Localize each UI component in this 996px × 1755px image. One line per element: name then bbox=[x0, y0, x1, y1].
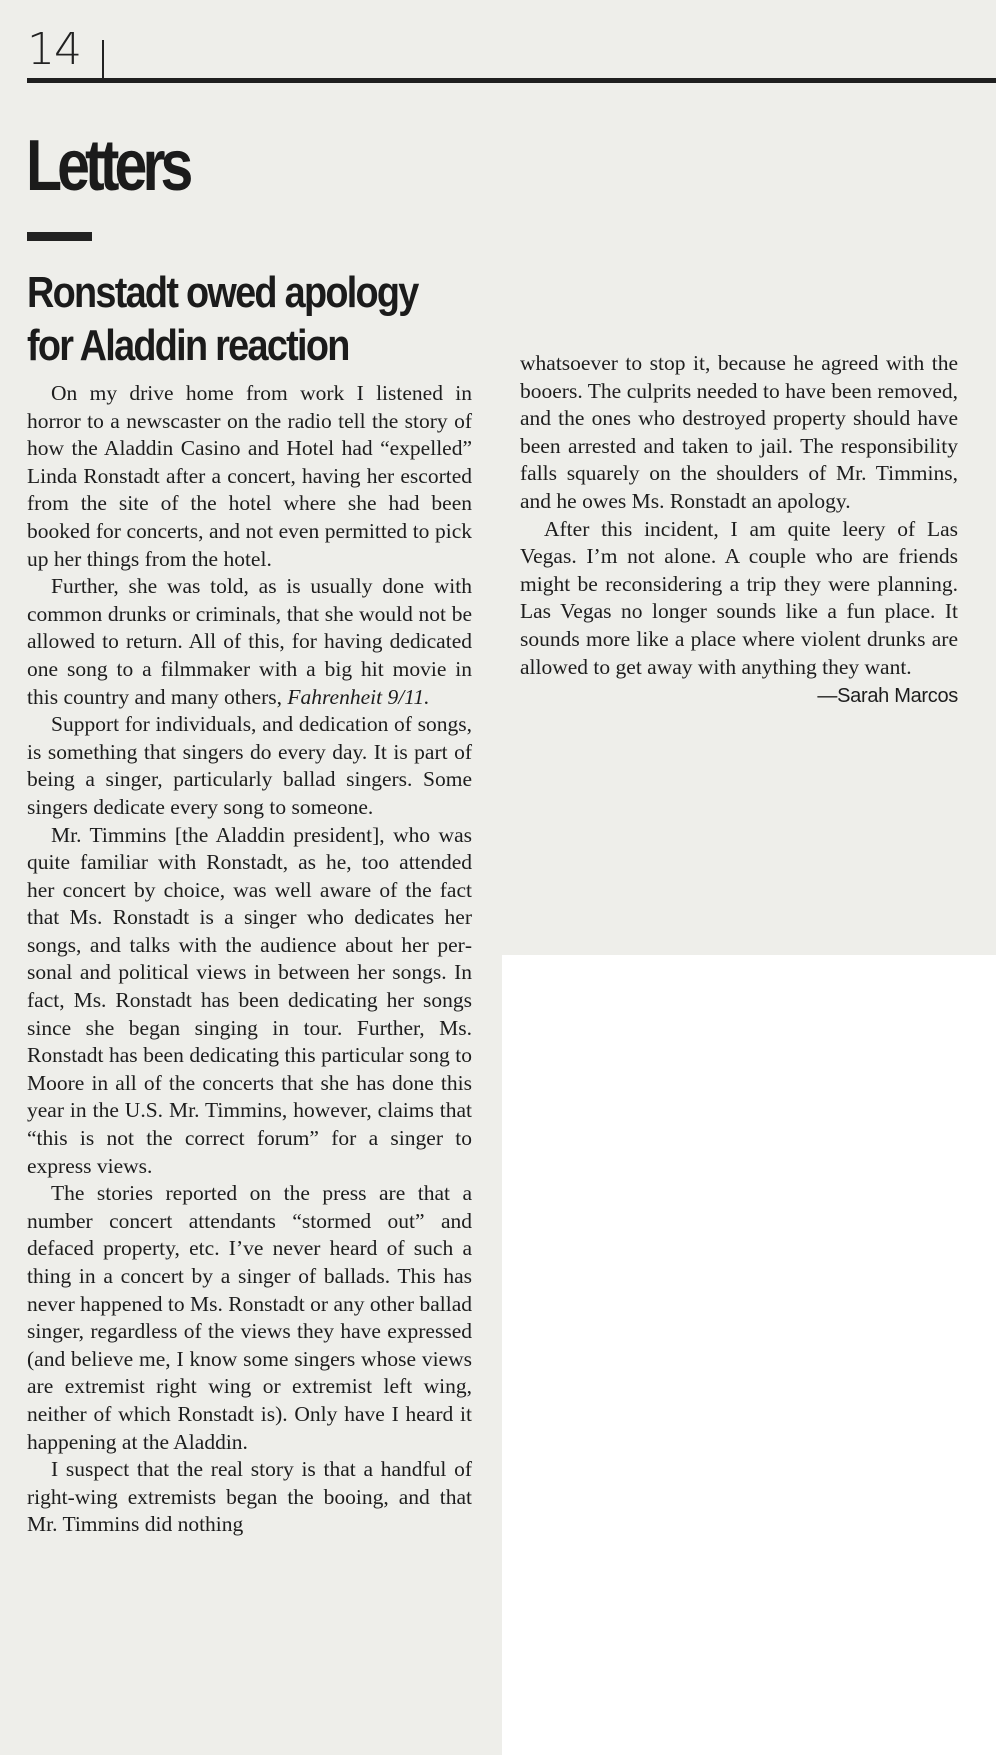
column-right bbox=[520, 350, 958, 711]
paragraph-final: After this incident, I am quite leery of Las Vegas. I’m not alone. A couple who are friends might be reconsidering a trip they were planning. Las Vegas no longer sounds like a fun place. It sounds more like a place where violent drunks are allowed to get away with anything they want. bbox=[520, 516, 958, 679]
paragraph-6: I suspect that the real story is that a handful of right-wing extremists began the booing, and that Mr. Timmins did nothing bbox=[27, 1457, 472, 1537]
paragraph-continuation: whatsoever to stop it, because he agreed with the booers. The culprits needed to have been removed, and the ones who destroyed property should have been arrested and taken to jail. The responsibility falls squarely on the shoulders of Mr. Timmins, and he owes Ms. Ronstadt an apology. bbox=[520, 351, 958, 513]
section-title: Letters bbox=[26, 126, 189, 206]
paragraph-2-text: Further, she was told, as is usually done with common drunks or criminals, that she would not be allowed to return. All of this, for having dedicated one song to a filmmaker with a big hit movie in this country and many others, bbox=[27, 574, 472, 709]
page-number: 14 bbox=[27, 24, 81, 75]
headline bbox=[27, 266, 497, 372]
paragraph-2 bbox=[27, 573, 472, 711]
headline-line-1: Ronstadt owed apology bbox=[27, 268, 418, 317]
column-left bbox=[27, 380, 472, 1539]
header-rule bbox=[27, 78, 996, 83]
paragraph-4: Mr. Timmins [the Aladdin president], who was quite familiar with Ronstadt, as he, too attended her concert by choice, was well aware of the fact that Ms. Ronstadt is a singer who dedicates her songs, and talks with the audience about her personal and political views in between her songs. In fact, Ms. Ronstadt has been dedicating her songs since she began singing in tour. Further, Ms. Ronstadt has been dedicating this particular song to Moore in all of the concerts that she has done this year in the U.S. Mr. Timmins, however, claims that “this is not the correct forum” for a singer to express views. bbox=[27, 822, 472, 1178]
page-number-separator bbox=[102, 40, 104, 80]
letter-signature: —Sarah Marcos bbox=[817, 685, 958, 708]
paragraph-5: The stories reported on the press are that a number concert attendants “stormed out” and defaced property, etc. I’ve never heard of such a thing in a concert by a singer of ballads. This has never happened to Ms. Ronstadt or any other ballad singer, regardless of the views they have expressed (and believe me, I know some singers whose views are extremist right wing or extremist left wing, neither of which Ronstadt is). Only have I heard it happening at the Aladdin. bbox=[27, 1181, 472, 1454]
film-title: Fahrenheit 9/11. bbox=[287, 684, 430, 709]
paragraph-3: Support for individuals, and dedication of songs, is something that singers do every day. It is part of being a singer, particularly ballad singers. Some singers dedicate every song to someone. bbox=[27, 712, 472, 819]
headline-line-2: for Aladdin reaction bbox=[27, 321, 349, 370]
section-underline bbox=[27, 232, 92, 241]
paragraph-1: On my drive home from work I listened in horror to a newscaster on the radio tell the story of how the Aladdin Casino and Hotel had “expelled” Linda Ronstadt after a concert, having her escorted from the site of the hotel where she had been booked for concerts, and not even permitted to pick up her things from the hotel. bbox=[27, 381, 472, 571]
blank-area bbox=[502, 955, 996, 1755]
